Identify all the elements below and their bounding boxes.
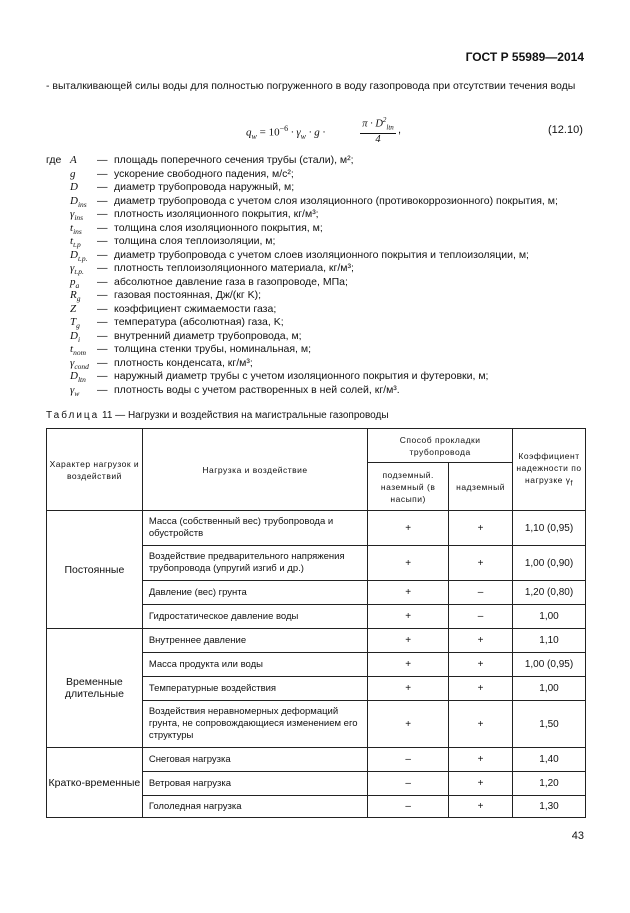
where-label: где [46, 154, 62, 166]
definition-text: площадь поперечного сечения трубы (стали), м²; [114, 154, 354, 166]
load-cell: Воздействие предварительного напряжения трубопровода (упругий изгиб и др.) [142, 546, 367, 581]
document-header: ГОСТ Р 55989—2014 [465, 50, 584, 64]
definition-text: диаметр трубопровода наружный, м; [114, 181, 295, 193]
formula-lhs: $q_w = 10^{-6} \cdot \gamma_w \cdot g$ · [246, 124, 326, 141]
definition-text: плотность изоляционного покрытия, кг/м³; [114, 208, 319, 220]
category-cell: Кратко-временные [47, 748, 143, 818]
category-cell: Временные длительные [47, 629, 143, 748]
intro-paragraph: - выталкивающей силы воды для полностью погруженного в воду газопровода при отсутствии течения воды [46, 80, 576, 92]
definition-text: толщина стенки трубы, номинальная, м; [114, 343, 311, 355]
category-cell: Постоянные [47, 511, 143, 629]
load-cell: Давление (вес) грунта [142, 581, 367, 605]
load-cell: Масса (собственный вес) трубопровода и обустройств [142, 511, 367, 546]
definition-text: коэффициент сжимаемости газа; [114, 302, 277, 315]
definition-text: внутренний диаметр трубопровода, м; [114, 329, 302, 342]
load-cell: Гололедная нагрузка [142, 796, 367, 818]
loads-table: Характер нагрузок и воздействий Нагрузка и воздействие Способ прокладки трубопровода Коэффициент надежности по нагрузке $\gamma_f$ подземный. наземный (в насыпи) надземный Постоянные Масса (собственный вес) трубопровода и обустройств + + 1,10 (0,95) Воздействие предварительного напряжения трубопровода (упругий изгиб и др.) + + 1,00 (0,90) Давление (вес) грунта + – 1,20 (0,80) Гидростатическое давление воды + – 1,00 Временные длительные Внутреннее давление + + 1,10 Масса продукта или воды + + 1,00 (0,95) Температурные воздействия + + 1,00 Воздействия неравномерных деформаций грунта, не сопровождающиеся изменением его структуры + + 1,50 Кратко-временные Снеговая нагрузка – + 1,40 Ветровая нагрузка – + 1,20 Гололедная нагрузка – + 1,30 [46, 428, 586, 818]
header-overground: надземный [449, 463, 513, 511]
equation-number: (12.10) [548, 124, 583, 136]
definition-text: диаметр трубопровода с учетом слоя изоляционного (противокоррозионного) покрытия, м; [114, 194, 558, 207]
definition-text: абсолютное давление газа в газопроводе, МПа; [114, 275, 348, 288]
definition-text: температура (абсолютная) газа, K; [114, 316, 284, 328]
page-number: 43 [571, 830, 584, 842]
load-cell: Ветровая нагрузка [142, 772, 367, 796]
load-cell: Снеговая нагрузка [142, 748, 367, 772]
table-caption: Таблица 11 — Нагрузки и воздействия на магистральные газопроводы [46, 410, 389, 421]
header-coef: Коэффициент надежности по нагрузке $\gamma_f$ [513, 429, 586, 511]
definition-text: газовая постоянная, Дж/(кг K); [114, 289, 262, 301]
definition-text: толщина слоя изоляционного покрытия, м; [114, 221, 323, 234]
definition-text: плотность конденсата, кг/м³; [114, 356, 253, 369]
load-cell: Температурные воздействия [142, 677, 367, 701]
header-character: Характер нагрузок и воздействий [47, 429, 143, 511]
definition-text: наружный диаметр трубы с учетом изоляционного покрытия и футеровки, м; [114, 370, 489, 382]
definition-text: плотность теплоизоляционного материала, кг/м³; [114, 262, 354, 274]
formula-12-10: $q_w = 10^{-6} \cdot \gamma_w \cdot g$ · $\pi \cdot D^2_{ltn}$ 4 , (12.10) [246, 116, 583, 145]
header-load: Нагрузка и воздействие [142, 429, 367, 511]
load-cell: Воздействия неравномерных деформаций грунта, не сопровождающиеся изменением его структуры [142, 701, 367, 748]
load-cell: Масса продукта или воды [142, 653, 367, 677]
load-cell: Внутреннее давление [142, 629, 367, 653]
formula-fraction: $\pi \cdot D^2_{ltn}$ 4 [360, 116, 396, 145]
definition-text: толщина слоя теплоизоляции, м; [114, 235, 276, 247]
header-underground: подземный. наземный (в насыпи) [368, 463, 449, 511]
header-method: Способ прокладки трубопровода [368, 429, 513, 463]
definition-text: диаметр трубопровода с учетом слоев изоляционного покрытия и теплоизоляции, м; [114, 248, 529, 261]
definition-text: ускорение свободного падения, м/с²; [114, 167, 294, 180]
definition-text: плотность воды с учетом растворенных в ней солей, кг/м³. [114, 383, 400, 396]
load-cell: Гидростатическое давление воды [142, 605, 367, 629]
